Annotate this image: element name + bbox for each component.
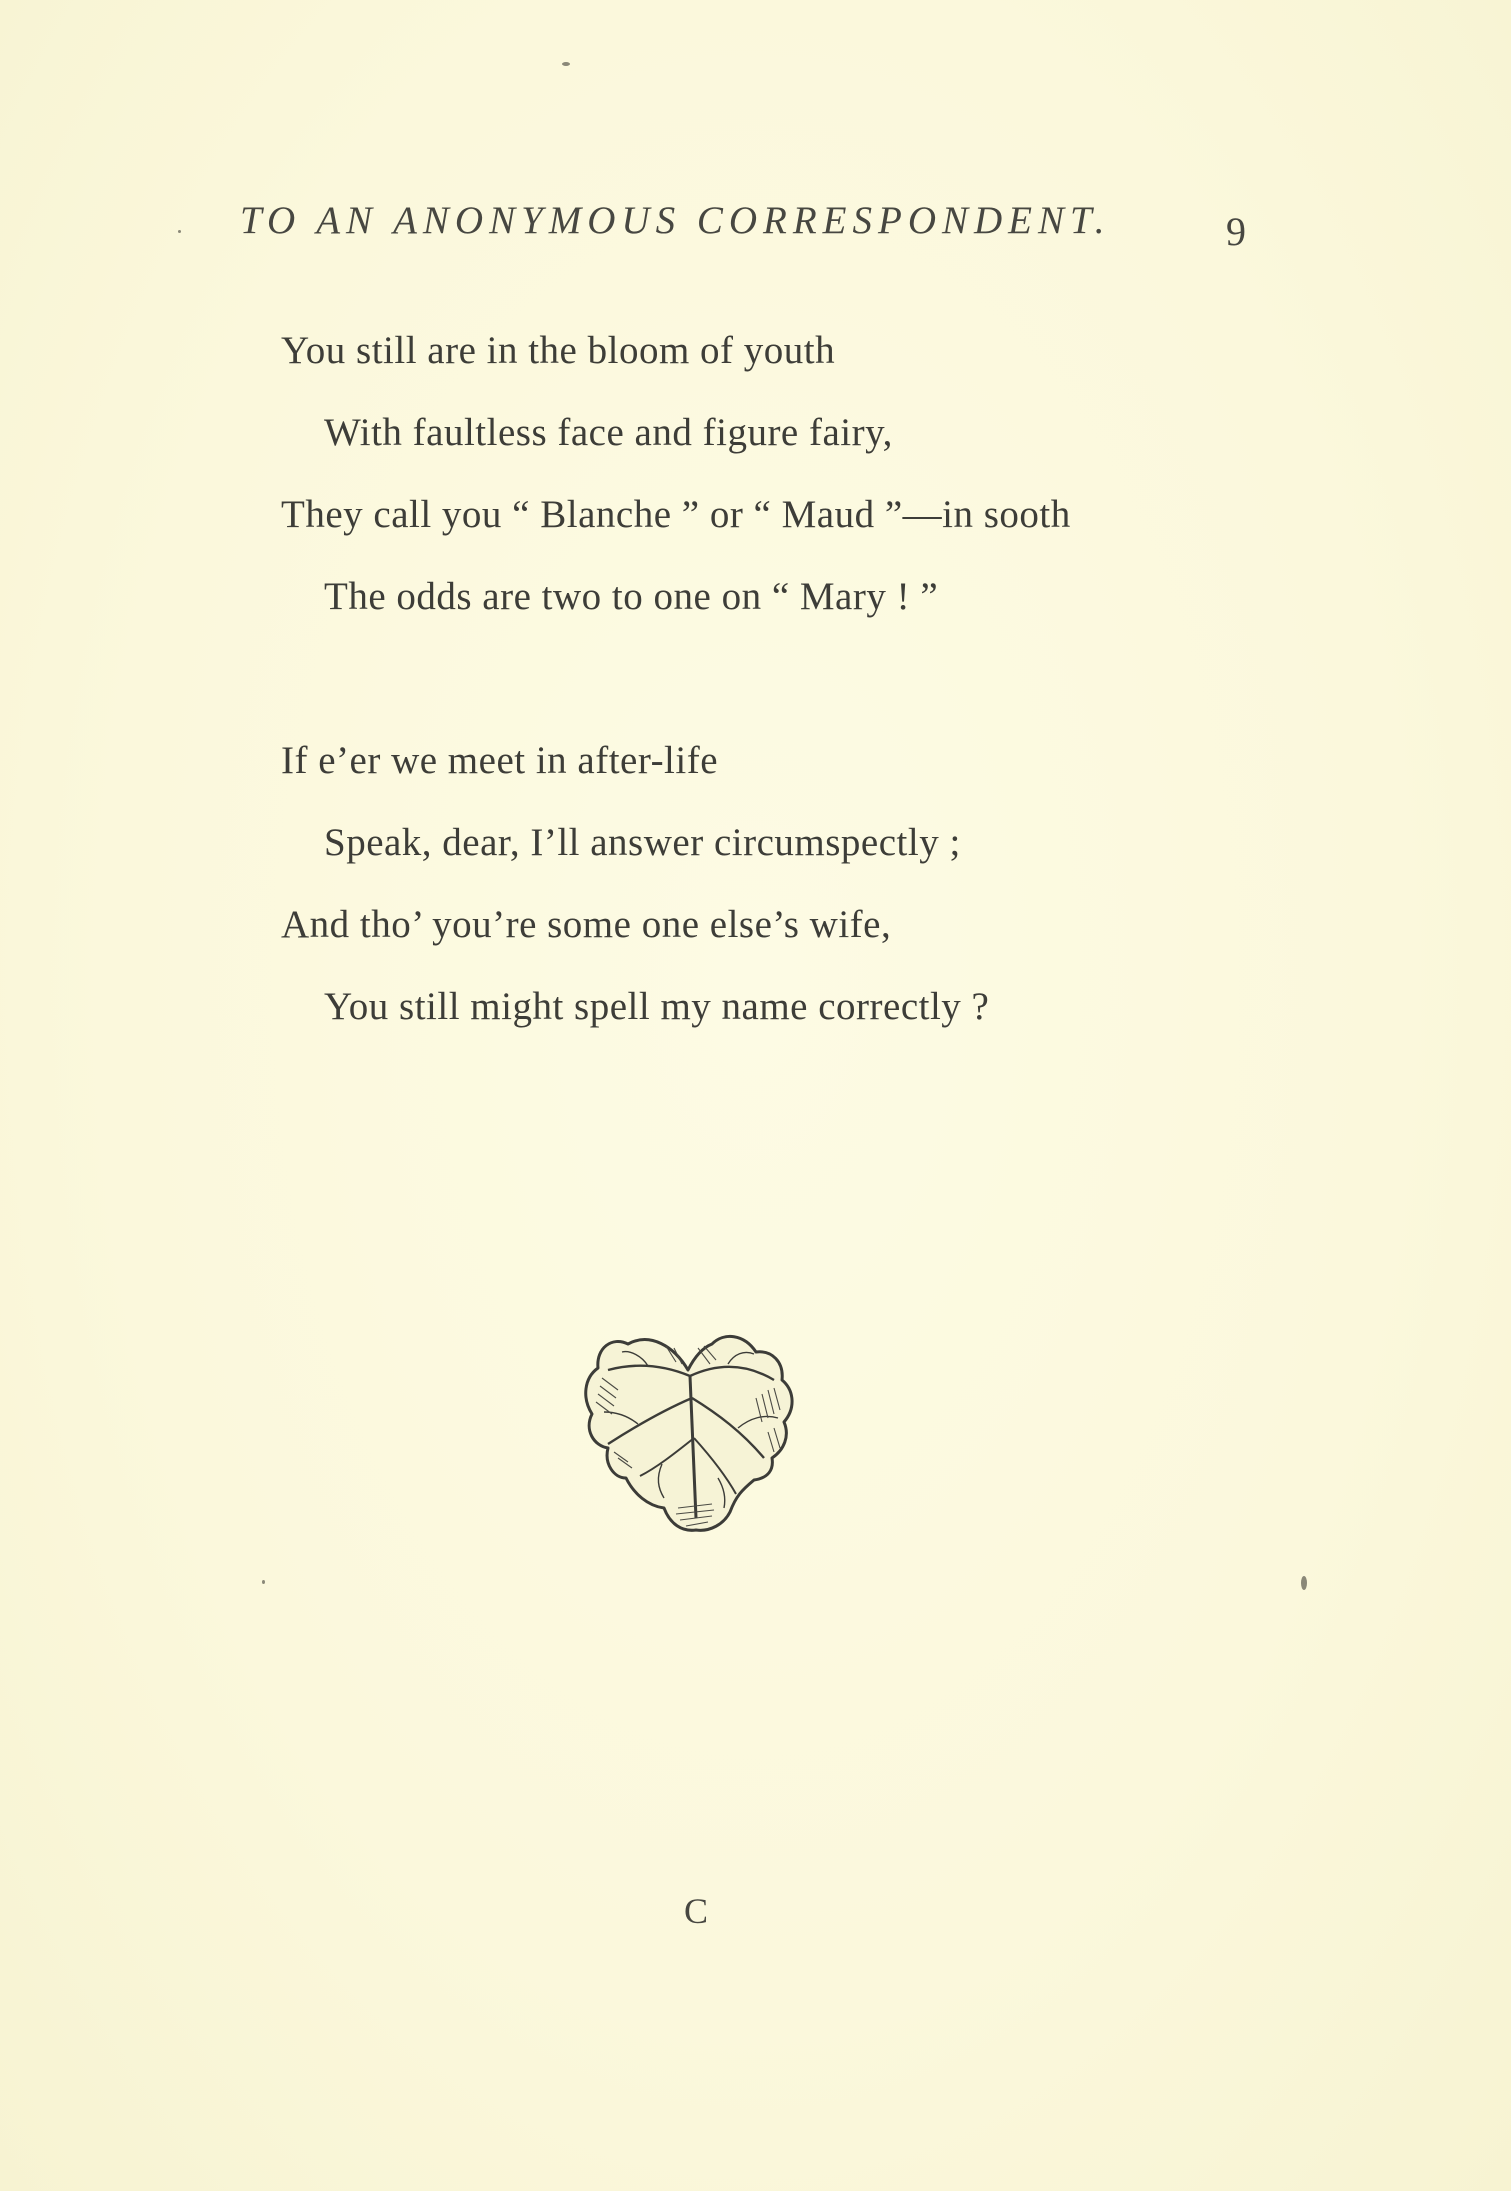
signature-mark: C: [684, 1891, 709, 1931]
verse-line: The odds are two to one on “ Mary ! ”: [324, 575, 939, 618]
verse-line: And tho’ you’re some one else’s wife,: [281, 903, 892, 946]
verse-line: With faultless face and figure fairy,: [324, 411, 893, 454]
verse-line: You still might spell my name correctly ?: [324, 985, 990, 1028]
running-title: TO AN ANONYMOUS CORRESPONDENT.: [240, 199, 1111, 242]
verse-line: If e’er we meet in after-life: [281, 739, 719, 782]
paper-speck: [1301, 1576, 1307, 1590]
verse-line: They call you “ Blanche ” or “ Maud ”—in sooth: [281, 493, 1071, 536]
page-number: 9: [1226, 209, 1246, 254]
paper-speck: [178, 230, 181, 233]
paper-speck: [262, 1580, 265, 1584]
verse-line: Speak, dear, I’ll answer circumspectly ;: [324, 821, 961, 864]
ivy-leaf-icon: [578, 1318, 810, 1540]
verse-line: You still are in the bloom of youth: [281, 329, 836, 372]
paper-speck: [562, 62, 570, 66]
